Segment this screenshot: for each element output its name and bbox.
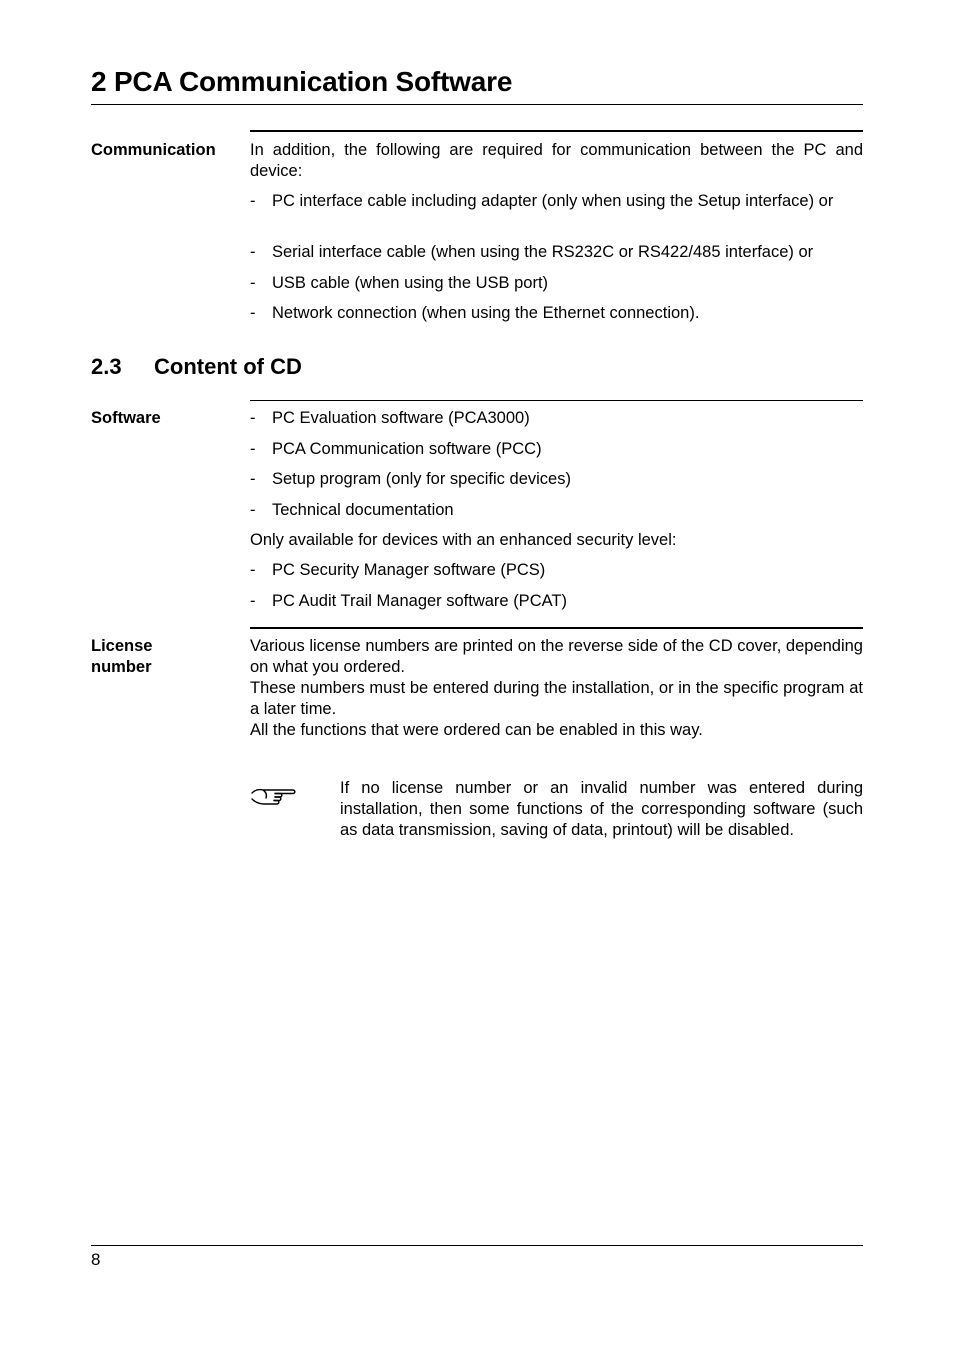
list-item-text: Network connection (when using the Ethernet connection). [272,304,700,322]
enhanced-security-intro: Only available for devices with an enhanced security level: [250,531,677,549]
list-item-text: PCA Communication software (PCC) [272,440,542,458]
list-item [250,560,863,581]
list-item-text: Setup program (only for specific devices) [272,470,571,488]
bullet-dash: - [250,440,256,458]
list-item [250,303,863,324]
bullet-dash: - [250,561,256,579]
list-item [250,242,863,263]
list-item-text: Serial interface cable (when using the RS232C or RS422/485 interface) or [272,243,814,261]
list-item-text: PC Security Manager software (PCS) [272,561,546,579]
list-item-text: PC Evaluation software (PCA3000) [272,409,530,427]
license-paragraph: These numbers must be entered during the installation, or in the specific program at a later time. [250,679,863,718]
list-item [250,469,863,490]
list-item-text: PC interface cable including adapter (only when using the Setup interface) or [272,192,834,210]
bullet-dash: - [250,243,256,261]
list-item [250,191,863,212]
software-label: Software [91,409,161,427]
pointing-hand-icon [250,784,298,810]
title-divider [91,104,863,105]
license-label-line1: License [91,637,153,655]
list-item [250,273,863,294]
list-item [250,408,863,429]
list-item [250,591,863,612]
bullet-dash: - [250,304,256,322]
list-item [250,500,863,521]
note-text: If no license number or an invalid number was entered during installation, then some functions of the corresponding software (such as data transmission, saving of data, printout) will be disabled. [340,779,863,839]
bullet-dash: - [250,409,256,427]
bullet-dash: - [250,501,256,519]
page-number: 8 [91,1250,101,1269]
license-paragraph: Various license numbers are printed on the reverse side of the CD cover, depending on what you ordered. [250,637,863,676]
page-title: 2 PCA Communication Software [91,66,513,97]
license-label-line2: number [91,658,152,676]
license-text [250,636,863,741]
section-heading [91,354,302,380]
license-label [91,636,241,678]
list-item-text: Technical documentation [272,501,454,519]
section-number: 2.3 [91,354,122,379]
footer-divider [91,1245,863,1246]
list-item-text: PC Audit Trail Manager software (PCAT) [272,592,567,610]
communication-label: Communication [91,141,216,159]
software-divider [250,400,863,401]
bullet-dash: - [250,592,256,610]
list-item-text: USB cable (when using the USB port) [272,274,549,292]
bullet-dash: - [250,192,256,210]
communication-intro: In addition, the following are required for communication between the PC and device: [250,141,863,180]
bullet-dash: - [250,274,256,292]
section-title: Content of CD [154,354,302,379]
communication-divider [250,130,863,132]
license-paragraph: All the functions that were ordered can be enabled in this way. [250,721,703,739]
bullet-dash: - [250,470,256,488]
license-divider [250,627,863,629]
list-item [250,439,863,460]
